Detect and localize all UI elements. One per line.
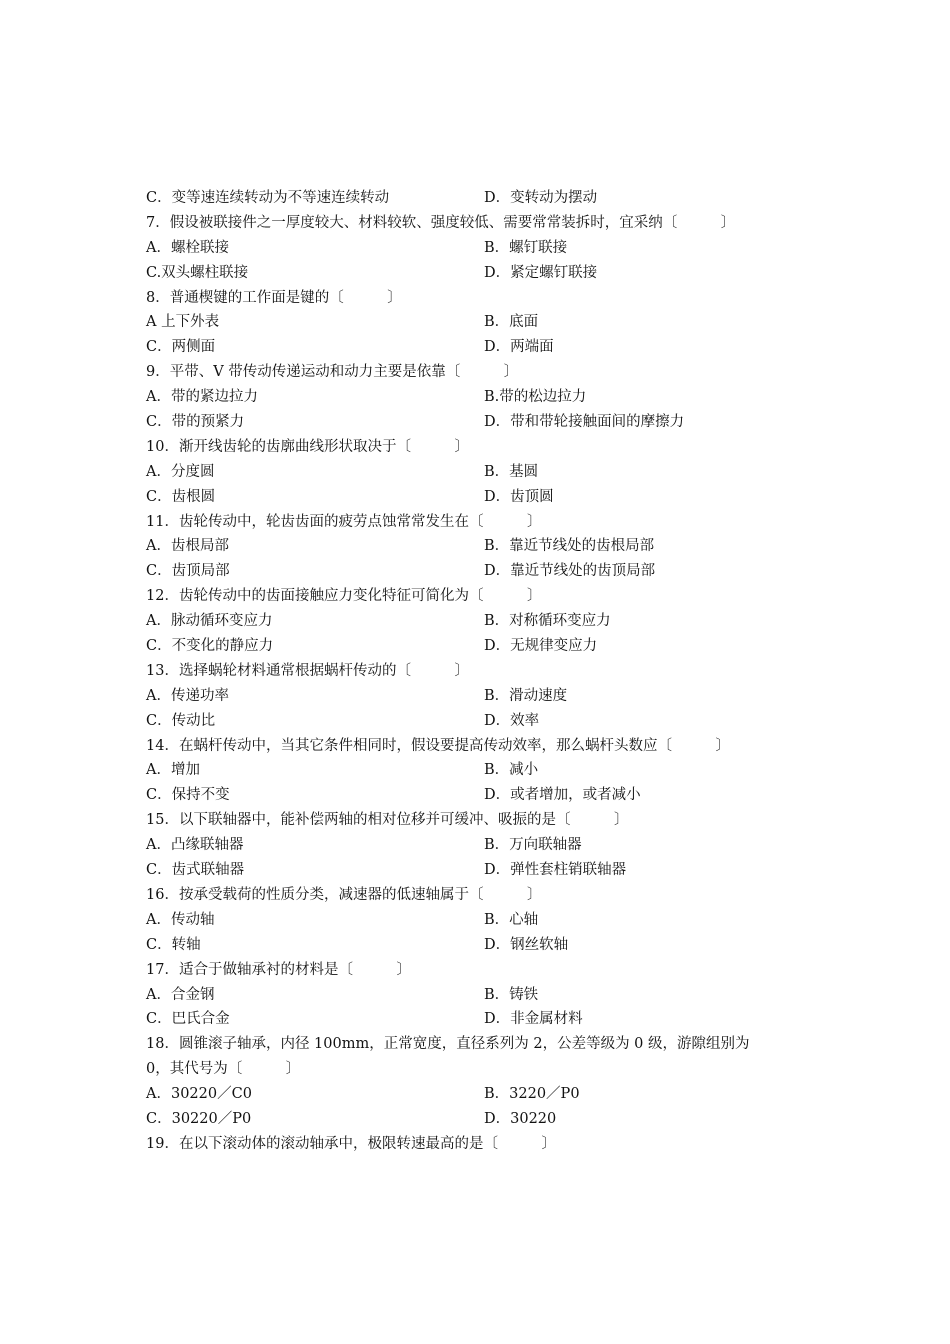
option-left: A．传动轴 [146, 911, 215, 928]
option-row [146, 858, 796, 883]
option-left: A．增加 [146, 762, 200, 779]
option-right: B．滑动速度 [484, 687, 568, 704]
question-list [146, 186, 796, 1157]
question-line [146, 1032, 796, 1057]
option-right: D．靠近节线处的齿顶局部 [484, 563, 656, 580]
option-left: A．齿根局部 [146, 538, 229, 555]
option-left: C．转轴 [146, 936, 201, 953]
question-text: 15．以下联轴器中，能补偿两轴的相对位移并可缓冲、吸振的是〔 〕 [146, 812, 629, 829]
option-row [146, 983, 796, 1008]
option-left: C．带的预紧力 [146, 414, 245, 431]
option-row [146, 485, 796, 510]
option-left: A．分度圆 [146, 463, 215, 480]
option-row [146, 758, 796, 783]
question-line [146, 808, 796, 833]
question-text: 0，其代号为〔 〕 [146, 1061, 301, 1078]
question-text: 8．普通楔键的工作面是键的〔 〕 [146, 289, 402, 306]
option-row [146, 609, 796, 634]
option-right: B．铸铁 [484, 986, 539, 1003]
question-text: 13．选择蜗轮材料通常根据蜗杆传动的〔 〕 [146, 662, 469, 679]
option-row [146, 335, 796, 360]
option-left: A 上下外表 [146, 314, 220, 331]
question-text: 17．适合于做轴承衬的材料是〔 〕 [146, 961, 411, 978]
option-row [146, 261, 796, 286]
option-left: C．30220／P0 [146, 1110, 252, 1127]
option-left: A．合金钢 [146, 986, 215, 1003]
option-left: A．30220／C0 [146, 1086, 252, 1103]
option-right: D．30220 [484, 1110, 557, 1127]
option-right: D．钢丝软轴 [484, 936, 569, 953]
question-text: 19．在以下滚动体的滚动轴承中，极限转速最高的是〔 〕 [146, 1135, 556, 1152]
question-line [146, 510, 796, 535]
question-text: 12．齿轮传动中的齿面接触应力变化特征可简化为〔 〕 [146, 588, 542, 605]
option-left: C．保持不变 [146, 787, 230, 804]
question-line [146, 286, 796, 311]
option-left: A．带的紧边拉力 [146, 389, 258, 406]
option-left: C．不变化的静应力 [146, 638, 274, 655]
question-line [146, 734, 796, 759]
question-text: 14．在蜗杆传动中，当其它条件相同时，假设要提高传动效率，那么蜗杆头数应〔 〕 [146, 737, 730, 754]
option-row [146, 460, 796, 485]
option-left: A．脉动循环变应力 [146, 613, 273, 630]
option-right: D．齿顶圆 [484, 488, 554, 505]
option-right: B.带的松边拉力 [484, 389, 587, 406]
question-text: 18．圆锥滚子轴承，内径 100mm，正常宽度，直径系列为 2，公差等级为 0 级，游隙组别为 [146, 1036, 750, 1053]
option-left: C．齿根圆 [146, 488, 216, 505]
option-row [146, 559, 796, 584]
option-right: D．紧定螺钉联接 [484, 264, 598, 281]
option-right: D．或者增加，或者减小 [484, 787, 641, 804]
question-text: 16．按承受载荷的性质分类，减速器的低速轴属于〔 〕 [146, 886, 542, 903]
option-right: D．两端面 [484, 339, 554, 356]
option-right: D．变转动为摆动 [484, 190, 598, 206]
question-line [146, 958, 796, 983]
option-row [146, 310, 796, 335]
option-row [146, 236, 796, 261]
option-row [146, 833, 796, 858]
question-line [146, 584, 796, 609]
option-right: B．基圆 [484, 463, 539, 480]
option-row [146, 1107, 796, 1132]
option-right: B．对称循环变应力 [484, 613, 611, 630]
option-row [146, 783, 796, 808]
option-right: D．带和带轮接触面间的摩擦力 [484, 414, 685, 431]
question-text: 11．齿轮传动中，轮齿齿面的疲劳点蚀常常发生在〔 〕 [146, 513, 542, 530]
option-right: D．无规律变应力 [484, 638, 598, 655]
question-line [146, 211, 796, 236]
option-right: D．非金属材料 [484, 1011, 583, 1028]
option-left: A．传递功率 [146, 687, 229, 704]
option-right: B．3220／P0 [484, 1086, 580, 1103]
option-row [146, 709, 796, 734]
option-row [146, 410, 796, 435]
option-right: B．螺钉联接 [484, 239, 568, 256]
option-left: A．螺栓联接 [146, 239, 229, 256]
option-left: C.双头螺柱联接 [146, 264, 249, 281]
option-left: C．两侧面 [146, 339, 216, 356]
option-left: A．凸缘联轴器 [146, 837, 244, 854]
option-row [146, 186, 796, 211]
option-right: B．靠近节线处的齿根局部 [484, 538, 655, 555]
option-right: D．效率 [484, 712, 540, 729]
question-line [146, 360, 796, 385]
question-line [146, 1057, 796, 1082]
option-right: B．万向联轴器 [484, 837, 582, 854]
option-row [146, 534, 796, 559]
question-line [146, 1132, 796, 1157]
option-row [146, 634, 796, 659]
option-row [146, 684, 796, 709]
question-line [146, 883, 796, 908]
option-row [146, 1082, 796, 1107]
option-left: C．变等速连续转动为不等速连续转动 [146, 190, 390, 206]
option-left: C．传动比 [146, 712, 216, 729]
option-row [146, 908, 796, 933]
question-line [146, 435, 796, 460]
question-text: 9．平带、V 带传动传递运动和动力主要是依靠〔 〕 [146, 364, 519, 381]
option-right: B．心轴 [484, 911, 539, 928]
option-left: C．齿顶局部 [146, 563, 230, 580]
question-text: 7．假设被联接件之一厚度较大、材料较软、强度较低、需要常常装拆时，宜采纳〔 〕 [146, 214, 736, 231]
option-row [146, 933, 796, 958]
option-right: B．减小 [484, 762, 539, 779]
question-text: 10．渐开线齿轮的齿廓曲线形状取决于〔 〕 [146, 438, 469, 455]
option-row [146, 385, 796, 410]
question-line [146, 659, 796, 684]
option-right: B．底面 [484, 314, 539, 331]
option-right: D．弹性套柱销联轴器 [484, 862, 627, 879]
option-row [146, 1007, 796, 1032]
option-left: C．齿式联轴器 [146, 862, 245, 879]
option-left: C．巴氏合金 [146, 1011, 230, 1028]
